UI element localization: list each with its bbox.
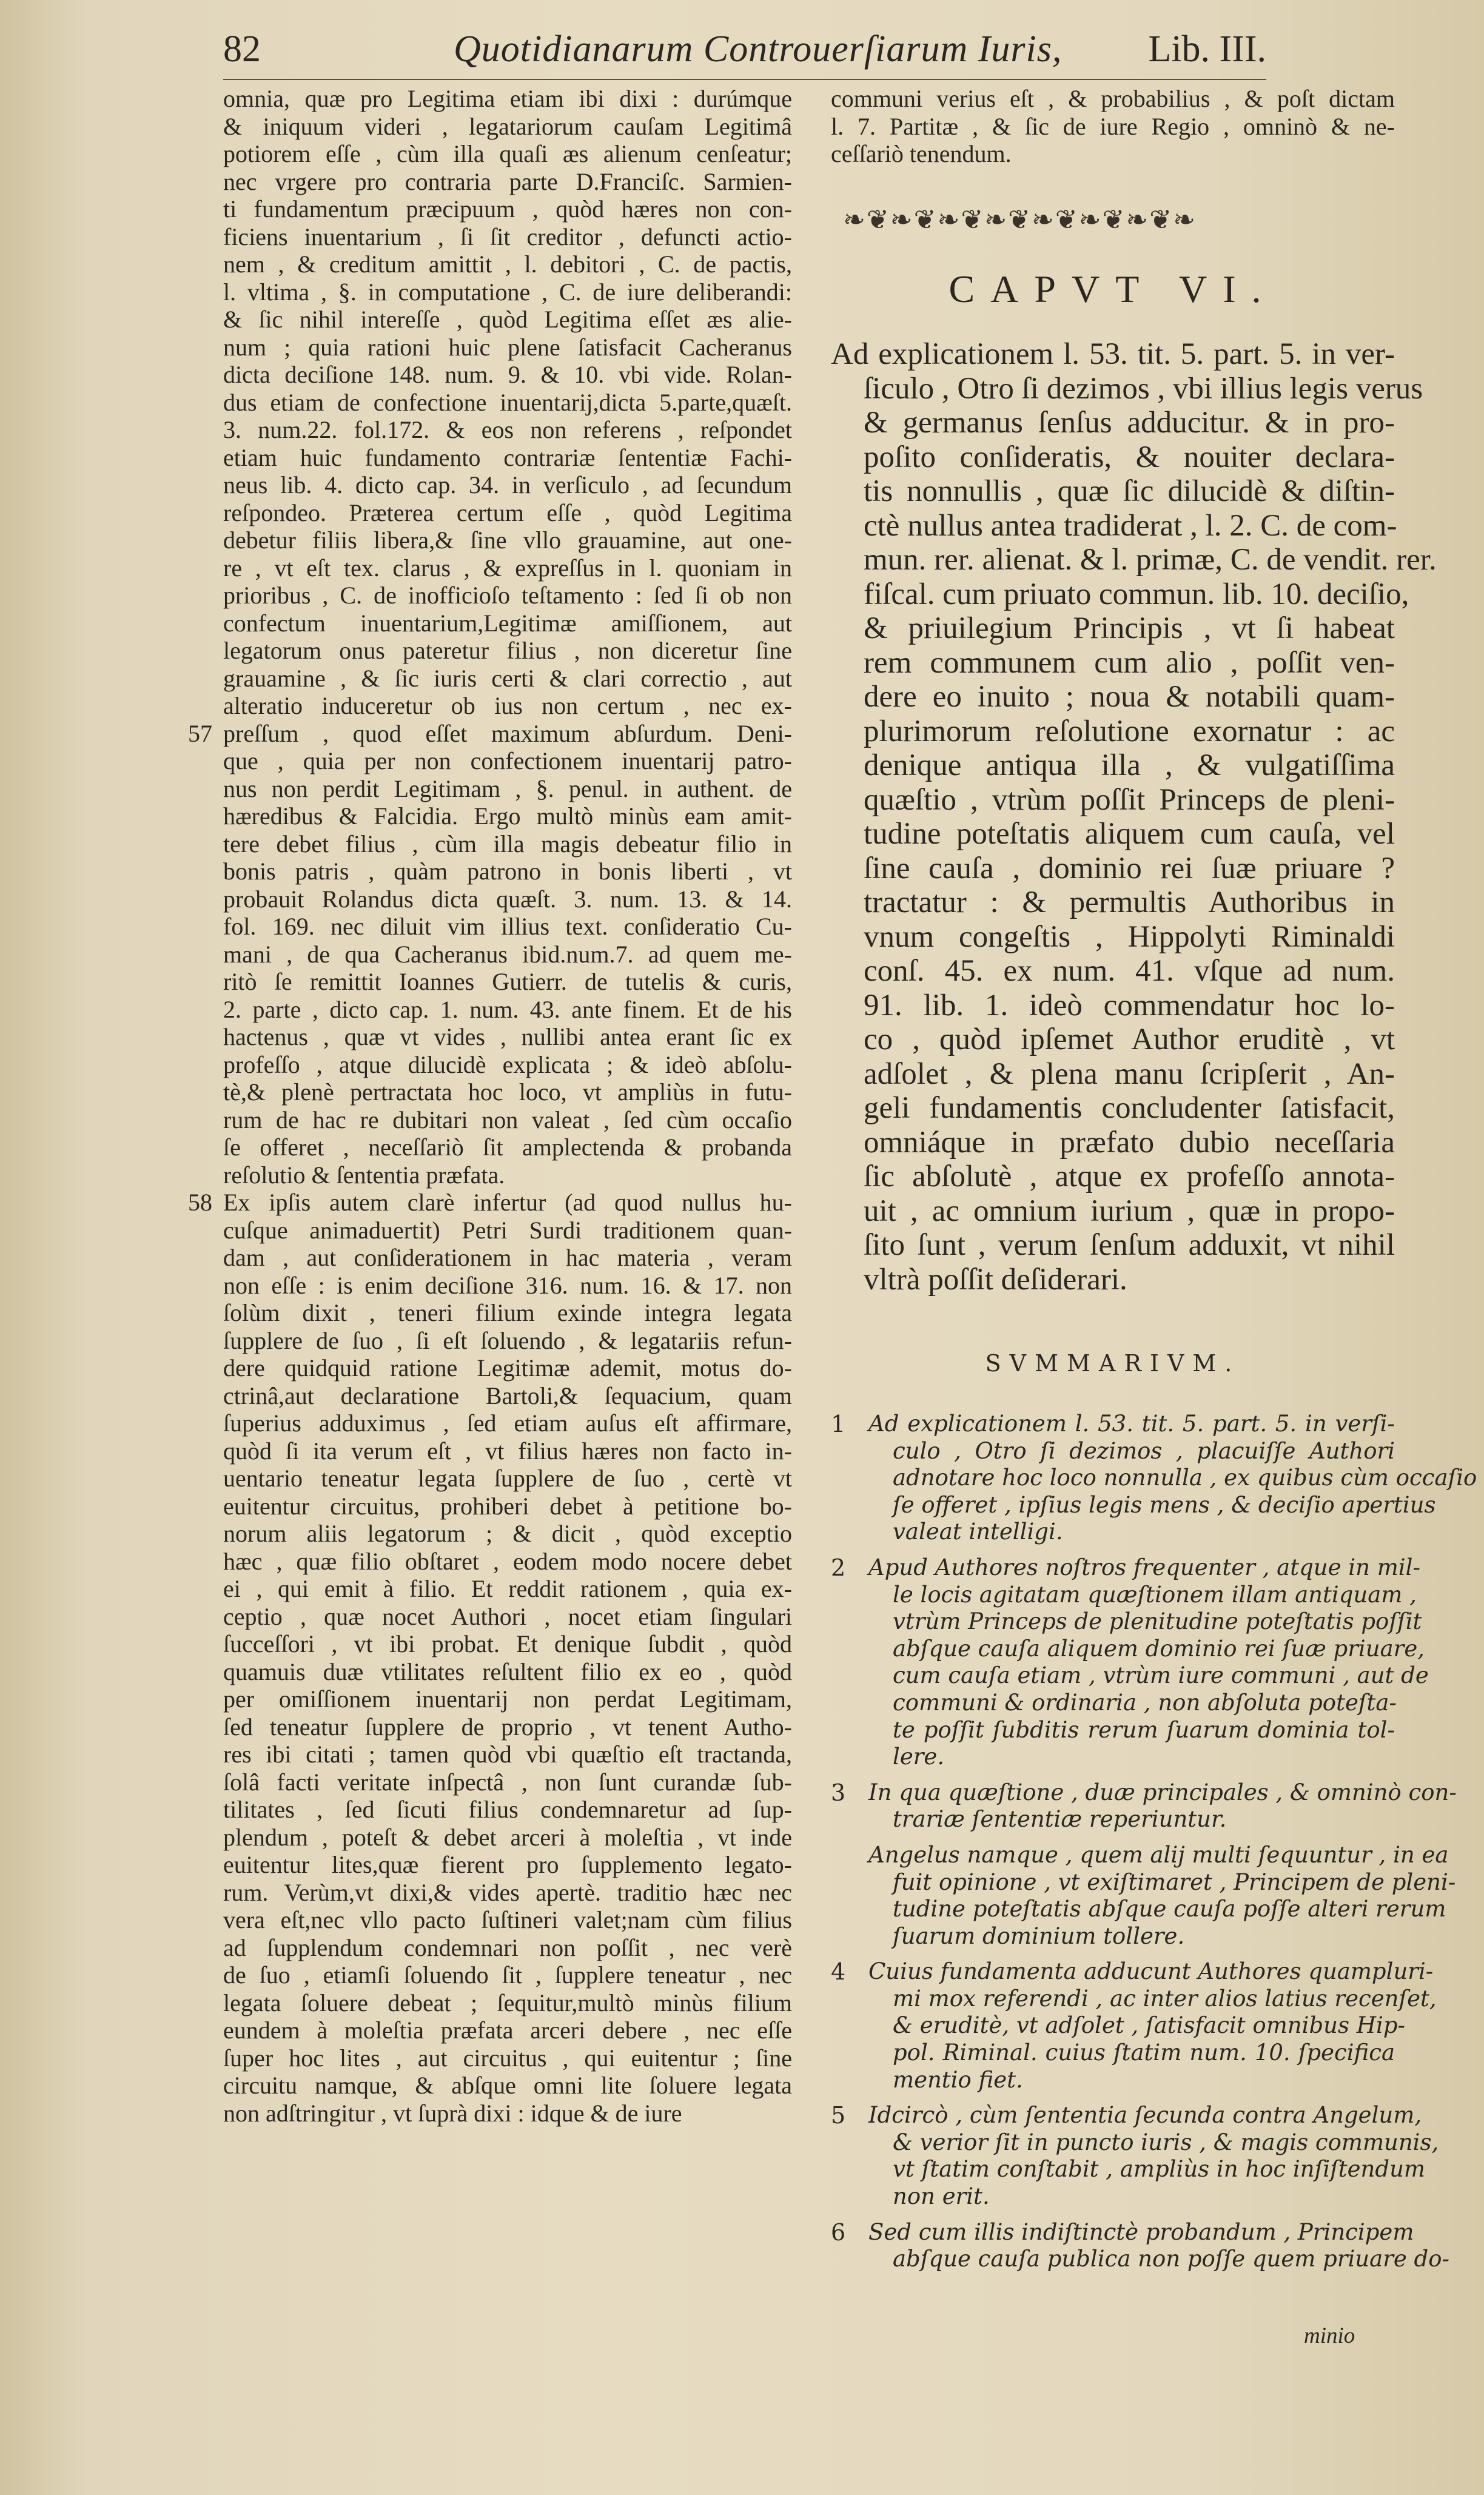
text-line: geli fundamentis concludenter ſatisfacit,: [864, 1091, 1395, 1125]
text-line: & germanus ſenſus adducitur. & in pro-: [864, 406, 1395, 440]
summarium-heading: SVMMARIVM.: [985, 1350, 1241, 1377]
text-line: communi verius eſt , & probabilius , & poſt dictam: [831, 85, 1395, 112]
text-line: & iniquum videri , legatariorum cauſam Legitimâ: [223, 112, 792, 140]
text-line: fiſcal. cum priuato commun. lib. 10. deciſio,: [864, 577, 1409, 611]
text-line: legata ſoluere debeat ; ſequitur,multò minùs filium: [223, 1989, 792, 2016]
text-line: profeſſo , atque dilucidè explicata ; & ideò abſolu-: [223, 1050, 792, 1078]
summary-line: In qua quæſtione , duæ principales , & omninò con-: [868, 1779, 1457, 1805]
text-line: alteratio induceretur ob ius non certum , nec ex-: [223, 692, 792, 719]
summary-line: vt ſtatim conſtabit , ampliùs in hoc inſiſtendum: [893, 2156, 1425, 2183]
text-line: l. vltima , §. in computatione , C. de iure deliberandi:: [223, 278, 792, 306]
text-line: per omiſſionem inuentarij non perdat Legitimam,: [223, 1685, 792, 1713]
summary-gap: [831, 1771, 1395, 1779]
text-line: Ad explicationem l. 53. tit. 5. part. 5. in ver-: [831, 337, 1395, 371]
text-line: adſolet , & plena manu ſcripſerit , An-: [864, 1056, 1395, 1091]
summary-number: 2: [831, 1554, 846, 1581]
summary-gap: [831, 1950, 1395, 1958]
summary-line: Apud Authores noſtros frequenter , atque in mil-: [868, 1554, 1420, 1580]
text-line: nem , & creditum amittit , l. debitori , C. de pactis,: [223, 250, 792, 278]
summary-item: [831, 2218, 1450, 2273]
text-line: uit , ac omnium iurium , quæ in propo-: [864, 1194, 1395, 1228]
fleuron-ornament: ❧❦❧❦❧❦❧❦❧❦❧❦❧❦❧: [843, 204, 1197, 235]
text-line: tis nonnullis , quæ ſic dilucidè & diſtin-: [864, 474, 1395, 508]
text-line: denique antiqua illa , & vulgatiſſima: [864, 748, 1395, 782]
text-line: dere quidquid ratione Legitimæ ademit, motus do-: [223, 1354, 792, 1382]
summary-item: [831, 2102, 1439, 2210]
text-line: potiorem eſſe , cùm illa quaſi æs alienum cenſeatur;: [223, 140, 792, 167]
text-line: & priuilegium Principis , vt ſi habeat: [864, 611, 1395, 645]
summary-line: ſe offeret , ipſius legis mens , & deciſio apertius: [893, 1491, 1436, 1518]
text-line: poſito conſideratis, & nouiter declara-: [864, 440, 1395, 474]
text-line: tè,& plenè pertractata hoc loco, vt ampliùs in futu-: [223, 1078, 792, 1106]
summary-line: mentio fiet.: [893, 2066, 1023, 2093]
text-line: l. 7. Partitæ , & ſic de iure Regio , omninò & ne-: [831, 112, 1395, 140]
text-line: co , quòd ipſemet Author eruditè , vt: [864, 1023, 1395, 1056]
text-line: bonis patris , quàm patrono in bonis liberti , vt: [223, 858, 792, 885]
summary-line: te poſſit ſubditis rerum ſuarum dominia tol-: [893, 1716, 1395, 1743]
summary-line: cum cauſa etiam , vtrùm iure communi , aut de: [893, 1662, 1429, 1689]
summary-number: 3: [831, 1779, 846, 1806]
text-line: quòd ſi ita verum eſt , vt filius hæres non facto in-: [223, 1437, 792, 1465]
text-line: neus lib. 4. dicto cap. 34. in verſiculo , ad ſecundum: [223, 471, 792, 499]
summary-line: Sed cum illis indiſtinctè probandum , Principem: [868, 2218, 1414, 2245]
text-line: 2. parte , dicto cap. 1. num. 43. ante finem. Et de his: [223, 995, 792, 1023]
text-line: uentario teneatur legata ſupplere de ſuo , certè vt: [223, 1465, 792, 1492]
summary-gap: [831, 1546, 1395, 1554]
left-column-text: [223, 85, 792, 2127]
text-line: dere eo inuito ; noua & notabili quam-: [864, 680, 1395, 714]
summary-line: & verior ſit in puncto iuris , & magis communis,: [893, 2129, 1439, 2155]
chapter-ornament: [843, 201, 1389, 238]
summary-line: ſuarum dominium tollere.: [893, 1922, 1185, 1949]
text-line: dus etiam de confectione inuentarij,dicta 5.parte,quæſt.: [223, 388, 792, 416]
text-line: ritò ſe remittit Ioannes Gutierr. de tutelis & curis,: [223, 968, 792, 995]
text-line: 3. num.22. fol.172. & eos non referens , reſpondet: [223, 416, 792, 443]
text-line: ſuperius adduximus , ſed etiam auſus eſt affirmare,: [223, 1409, 792, 1437]
text-line: mun. rer. alienat. & l. primæ, C. de vendit. rer.: [864, 543, 1437, 577]
text-line: ſed teneatur ſupplere de proprio , vt tenent Autho-: [223, 1713, 792, 1741]
text-line: hæredibus & Falcidia. Ergo multò minùs eam amit-: [223, 802, 792, 830]
running-header: [223, 23, 1266, 80]
text-line: hactenus , quæ vt vides , nullibi antea erant ſic ex: [223, 1023, 792, 1050]
text-line: omnia, quæ pro Legitima etiam ibi dixi : durúmque: [223, 85, 792, 112]
text-line: vnum congeſtis , Hippolyti Riminaldi: [864, 919, 1395, 954]
summary-line: Ad explicationem l. 53. tit. 5. part. 5. in verſi-: [868, 1411, 1395, 1437]
text-line: norum aliis legatorum ; & dicit , quòd exceptio: [223, 1520, 792, 1547]
text-line: eundem à moleſtia præfata arceri debere , nec eſſe: [223, 2016, 792, 2044]
summary-gap: [831, 2094, 1395, 2102]
text-line: circuitu namque, & abſque omni lite ſoluere legata: [223, 2072, 792, 2099]
page-number: 82: [223, 29, 261, 70]
summary-line: abſque cauſa publica non poſſe quem priuare do-: [893, 2246, 1450, 2272]
text-line: rem communem cum alio , poſſit ven-: [864, 645, 1395, 680]
text-line: ſito ſunt , verum ſenſum adduxit, vt nihil: [864, 1228, 1395, 1262]
summary-line: fuit opinione , vt exiſtimaret , Principem de pleni-: [893, 1869, 1456, 1895]
text-line: dicta deciſione 148. num. 9. & 10. vbi vide. Rolan-: [223, 361, 792, 388]
chapter-argument: [831, 337, 1437, 1297]
text-line: prioribus , C. de inofficioſo teſtamento : ſed ſi ob non: [223, 582, 792, 609]
summary-item: [831, 1554, 1429, 1771]
text-line: ad ſupplendum condemnari non poſſit , nec verè: [223, 1933, 792, 1961]
text-line: dam , aut conſiderationem in hac materia , veram: [223, 1244, 792, 1271]
text-line: num ; quia rationi huic plene ſatisfacit Cacheranus: [223, 333, 792, 361]
text-line: vera eſt,nec vllo pacto ſuſtineri valet;nam cùm filius: [223, 1906, 792, 1933]
text-line: ctrinâ,aut declaratione Bartoli,& ſequacium, quam: [223, 1382, 792, 1409]
summary-line: adnotare hoc loco nonnulla , ex quibus cùm occaſio: [893, 1465, 1477, 1491]
text-line: ſupplere de ſuo , ſi eſt ſoluendo , & legatariis refun-: [223, 1326, 792, 1354]
running-title: Quotidianarum Controuerſiarum Iuris,: [454, 29, 1063, 70]
summarium-list: [831, 1411, 1477, 2282]
text-line: preſſum , quod eſſet maximum abſurdum. Deni-: [223, 719, 792, 747]
text-line: ſucceſſori , vt ibi probat. Et denique ſubdit , quòd: [223, 1630, 792, 1657]
text-line: tere debet filius , cùm illa magis debeatur filio in: [223, 830, 792, 858]
text-line: debetur filiis libera,& ſine vllo grauamine, aut one-: [223, 526, 792, 554]
text-line: Ex ipſis autem clarè infertur (ad quod nullus hu-: [223, 1189, 792, 1216]
text-line: quæſtio , vtrùm poſſit Princeps de pleni-: [864, 782, 1395, 817]
summary-line: pol. Riminal. cuius ſtatim num. 10. ſpecifica: [893, 2040, 1395, 2066]
summary-number: 1: [831, 1411, 846, 1437]
text-line: ſuper hoc lites , aut circuitus , qui euitentur ; ſine: [223, 2044, 792, 2072]
text-line: ceſſariò tenendum.: [831, 140, 1012, 168]
summary-line: valeat intelligi.: [893, 1519, 1063, 1545]
text-line: non adſtringitur , vt ſuprà dixi : idque & de iure: [223, 2099, 682, 2127]
summary-item: [831, 1841, 1456, 1950]
text-line: re , vt eſt tex. clarus , & expreſſus in l. quoniam in: [223, 554, 792, 582]
text-line: cuſque animaduertit) Petri Surdi traditionem quan-: [223, 1216, 792, 1244]
summary-line: tudine poteſtatis abſque cauſa poſſe alteri rerum: [893, 1896, 1446, 1922]
text-line: etiam huic fundamento contrariæ ſententiæ Fachi-: [223, 443, 792, 471]
summary-item: [831, 1411, 1477, 1546]
text-line: non eſſe : is enim deciſione 316. num. 16. & 17. non: [223, 1271, 792, 1299]
text-line: ti fundamentum præcipuum , quòd hæres non con-: [223, 195, 792, 223]
summary-line: trariæ ſententiæ reperiuntur.: [893, 1806, 1227, 1833]
summary-gap: [831, 2273, 1395, 2282]
text-line: omniáque in præfato dubio neceſſaria: [864, 1125, 1395, 1160]
text-line: conſ. 45. ex num. 41. vſque ad num.: [864, 954, 1395, 988]
text-line: ſine cauſa , dominio rei ſuæ priuare ?: [864, 851, 1395, 885]
summary-line: communi & ordinaria , non abſoluta poteſta-: [893, 1689, 1397, 1716]
text-line: vltrà poſſit deſiderari.: [864, 1262, 1127, 1297]
text-line: nec vrgere pro contraria parte D.Franciſc. Sarmien-: [223, 167, 792, 195]
text-line: ſic abſolutè , atque ex profeſſo annota-: [864, 1160, 1395, 1194]
text-line: tudine poteſtatis aliquem cum cauſa, vel: [864, 817, 1395, 851]
text-line: plurimorum reſolutione exornatur : ac: [864, 714, 1395, 748]
text-line: ſiculo , Otro ſi dezimos , vbi illius legis verus: [864, 371, 1423, 406]
text-line: rum de hac re dubitari non valeat , ſed cùm occaſio: [223, 1106, 792, 1133]
summary-line: mi mox referendi , ac inter alios latius recenſet,: [893, 1985, 1437, 2012]
text-line: quamuis duæ vtilitates reſultent filio ex eo , quòd: [223, 1657, 792, 1685]
summary-gap: [831, 2211, 1395, 2219]
text-line: ficiens inuentarium , ſi ſit creditor , defuncti actio-: [223, 223, 792, 250]
summary-gap: [831, 1833, 1395, 1842]
text-line: grauamine , & ſic iuris certi & clari correctio , aut: [223, 664, 792, 692]
summary-line: le locis agitatam quæſtionem illam antiquam ,: [893, 1581, 1417, 1608]
summary-line: Angelus namque , quem alij multi ſequuntur , in ea: [868, 1841, 1449, 1868]
right-column-continuation: [831, 85, 1395, 168]
summary-number: 5: [831, 2102, 846, 2129]
text-line: probauit Rolandus dicta quæſt. 3. num. 13. & 14.: [223, 885, 792, 913]
text-line: ei , qui emit à filio. Et reddit rationem , quia ex-: [223, 1575, 792, 1602]
summary-line: non erit.: [893, 2183, 990, 2210]
summary-item: [831, 1779, 1457, 1833]
summary-number: 4: [831, 1958, 846, 1986]
text-line: reſpondeo. Præterea certum eſſe , quòd Legitima: [223, 499, 792, 526]
summary-line: lere.: [893, 1744, 945, 1770]
summary-line: culo , Otro ſi dezimos , placuiſſe Authori: [893, 1437, 1395, 1464]
text-line: fol. 169. nec diluit vim illius text. conſideratio Cu-: [223, 913, 792, 940]
text-line: reſolutio & ſententia præfata.: [223, 1161, 505, 1189]
catchword: minio: [1304, 2323, 1355, 2348]
summary-line: & eruditè, vt adſolet , ſatisfacit omnibus Hip-: [893, 2012, 1406, 2039]
chapter-title: CAPVT VI.: [948, 267, 1277, 311]
text-line: ceptio , quæ nocet Authori , nocet etiam ſingulari: [223, 1602, 792, 1630]
summary-item: [831, 1958, 1437, 2094]
text-line: legatorum onus pateretur filius , non diceretur ſine: [223, 637, 792, 664]
text-line: de ſuo , etiamſi ſoluendo ſit , ſupplere teneatur , nec: [223, 1961, 792, 1989]
text-line: & ſic nihil intereſſe , quòd Legitima eſſet æs alie-: [223, 306, 792, 333]
text-line: tilitates , ſed ſicuti filius condemnaretur ad ſup-: [223, 1796, 792, 1823]
text-line: ſe offeret , neceſſariò ſit amplectenda & probanda: [223, 1133, 792, 1161]
text-line: confectum inuentarium,Legitimæ amiſſionem, aut: [223, 609, 792, 637]
text-line: res ibi citati ; tamen quòd vbi quæſtio eſt tractanda,: [223, 1741, 792, 1768]
margin-number: 57: [188, 719, 212, 747]
text-line: ſolùm dixit , teneri filium exinde integra legata: [223, 1299, 792, 1326]
text-line: ctè nullus antea tradiderat , l. 2. C. de com-: [864, 508, 1397, 543]
summary-line: vtrùm Princeps de plenitudine poteſtatis poſſit: [893, 1608, 1422, 1635]
margin-number: 58: [188, 1189, 212, 1216]
text-line: 91. lib. 1. ideò commendatur hoc lo-: [864, 988, 1395, 1023]
text-line: plendum , poteſt & debet arceri à moleſtia , vt inde: [223, 1823, 792, 1851]
text-line: que , quia per non confectionem inuentarij patro-: [223, 747, 792, 774]
summary-number: 6: [831, 2218, 846, 2246]
text-line: nus non perdit Legitimam , §. penul. in authent. de: [223, 774, 792, 802]
text-line: mani , de qua Cacheranus ibid.num.7. ad quem me-: [223, 940, 792, 968]
text-line: hæc , quæ filio obſtaret , eodem modo nocere debet: [223, 1547, 792, 1575]
text-line: euitentur lites,quæ fierent pro ſupplemento legato-: [223, 1851, 792, 1878]
text-line: rum. Verùm,vt dixi,& vides apertè. traditio hæc nec: [223, 1878, 792, 1906]
summary-line: abſque cauſa aliquem dominio rei ſuæ priuare,: [893, 1635, 1425, 1662]
text-line: euitentur circuitus, prohiberi debet à petitione bo-: [223, 1492, 792, 1520]
text-line: ſolâ facti veritate inſpectâ , non ſunt curandæ ſub-: [223, 1768, 792, 1796]
summary-line: Idcircò , cùm ſententia ſecunda contra Angelum,: [868, 2102, 1422, 2129]
text-line: tractatur : & permultis Authoribus in: [864, 885, 1395, 919]
summary-line: Cuius fundamenta adducunt Authores quampluri-: [868, 1958, 1434, 1985]
book-number: Lib. III.: [1148, 29, 1266, 70]
